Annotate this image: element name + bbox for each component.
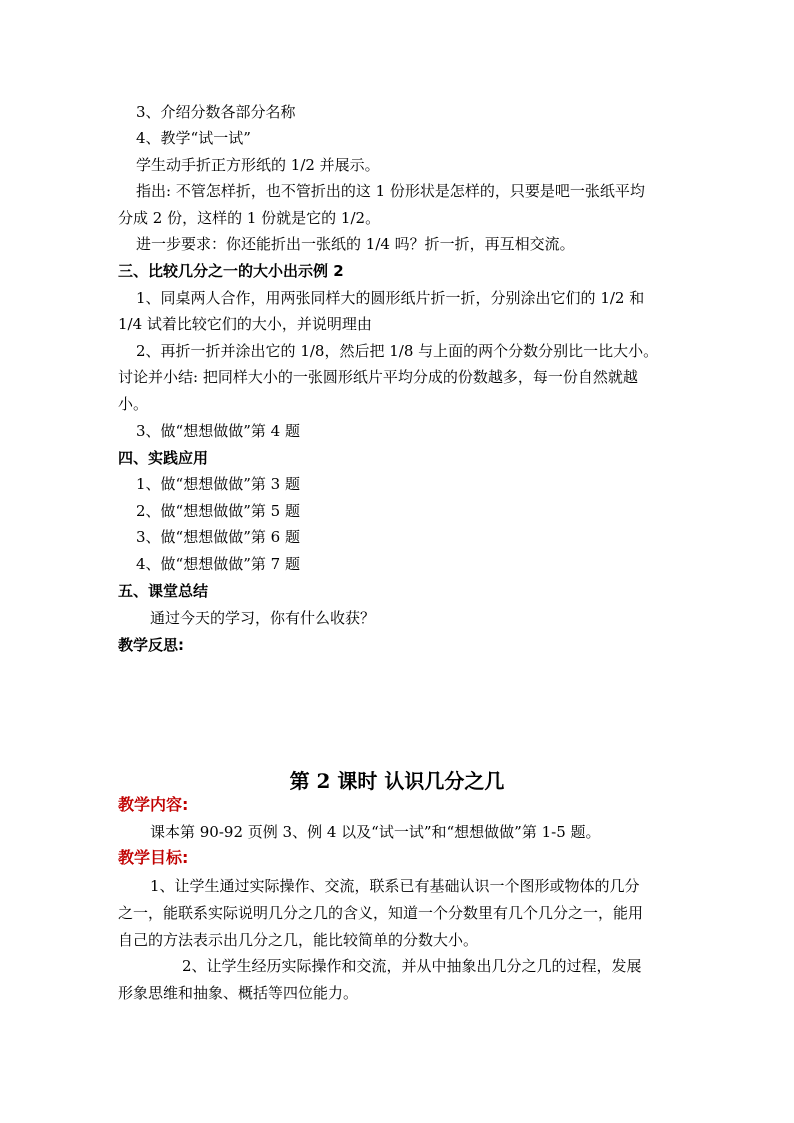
goal-text: 自己的方法表示出几分之几，能比较简单的分数大小。 xyxy=(118,931,479,949)
lesson-title: 第 2 课时 认识几分之几 xyxy=(289,769,505,793)
goals-label: 教学目标: xyxy=(118,848,189,867)
list-item: 2、做“想想做做”第 5 题 xyxy=(136,502,300,520)
content-label: 教学内容: xyxy=(118,795,189,814)
paragraph: 学生动手折正方形纸的 1/2 并展示。 xyxy=(136,156,380,174)
paragraph: 进一步要求：你还能折出一张纸的 1/4 吗？折一折，再互相交流。 xyxy=(136,235,575,253)
section-heading: 三、比较几分之一的大小出示例 2 xyxy=(118,262,344,280)
goal-text: 之一，能联系实际说明几分之几的含义，知道一个分数里有几个几分之一，能用 xyxy=(118,904,644,922)
content-text: 课本第 90-92 页例 3、例 4 以及“试一试”和“想想做做”第 1-5 题。 xyxy=(150,823,601,841)
section-heading: 四、实践应用 xyxy=(118,449,209,467)
goal-text: 2、让学生经历实际操作和交流，并从中抽象出几分之几的过程，发展 xyxy=(182,957,642,975)
paragraph: 指出: 不管怎样折，也不管折出的这 1 份形状是怎样的，只要是吧一张纸平均 xyxy=(136,182,645,200)
list-item: 3、做“想想做做”第 6 题 xyxy=(136,528,300,546)
list-item: 1、同桌两人合作，用两张同样大的圆形纸片折一折，分别涂出它们的 1/2 和 xyxy=(136,289,645,307)
paragraph: 分成 2 份，这样的 1 份就是它的 1/2。 xyxy=(118,209,381,227)
list-item: 4、做“想想做做”第 7 题 xyxy=(136,555,300,573)
list-item: 2、再折一折并涂出它的 1/8，然后把 1/8 与上面的两个分数分别比一比大小。 xyxy=(136,342,659,360)
item-4: 4、教学“试一试” xyxy=(136,129,251,147)
section-heading: 五、课堂总结 xyxy=(118,582,209,600)
list-item: 1/4 试着比较它们的大小，并说明理由 xyxy=(118,315,372,333)
list-item: 1、做“想想做做”第 3 题 xyxy=(136,475,300,493)
paragraph: 通过今天的学习，你有什么收获？ xyxy=(150,609,376,627)
item-3: 3、介绍分数各部分名称 xyxy=(136,103,296,121)
reflection-label: 教学反思: xyxy=(118,636,184,654)
goal-text: 形象思维和抽象、概括等四位能力。 xyxy=(118,984,359,1002)
list-item: 3、做“想想做做”第 4 题 xyxy=(136,422,300,440)
list-item: 小。 xyxy=(118,395,149,413)
goal-text: 1、让学生通过实际操作、交流，联系已有基础认识一个图形或物体的几分 xyxy=(150,877,640,895)
list-item: 讨论并小结: 把同样大小的一张圆形纸片平均分成的份数越多，每一份自然就越 xyxy=(118,368,638,386)
